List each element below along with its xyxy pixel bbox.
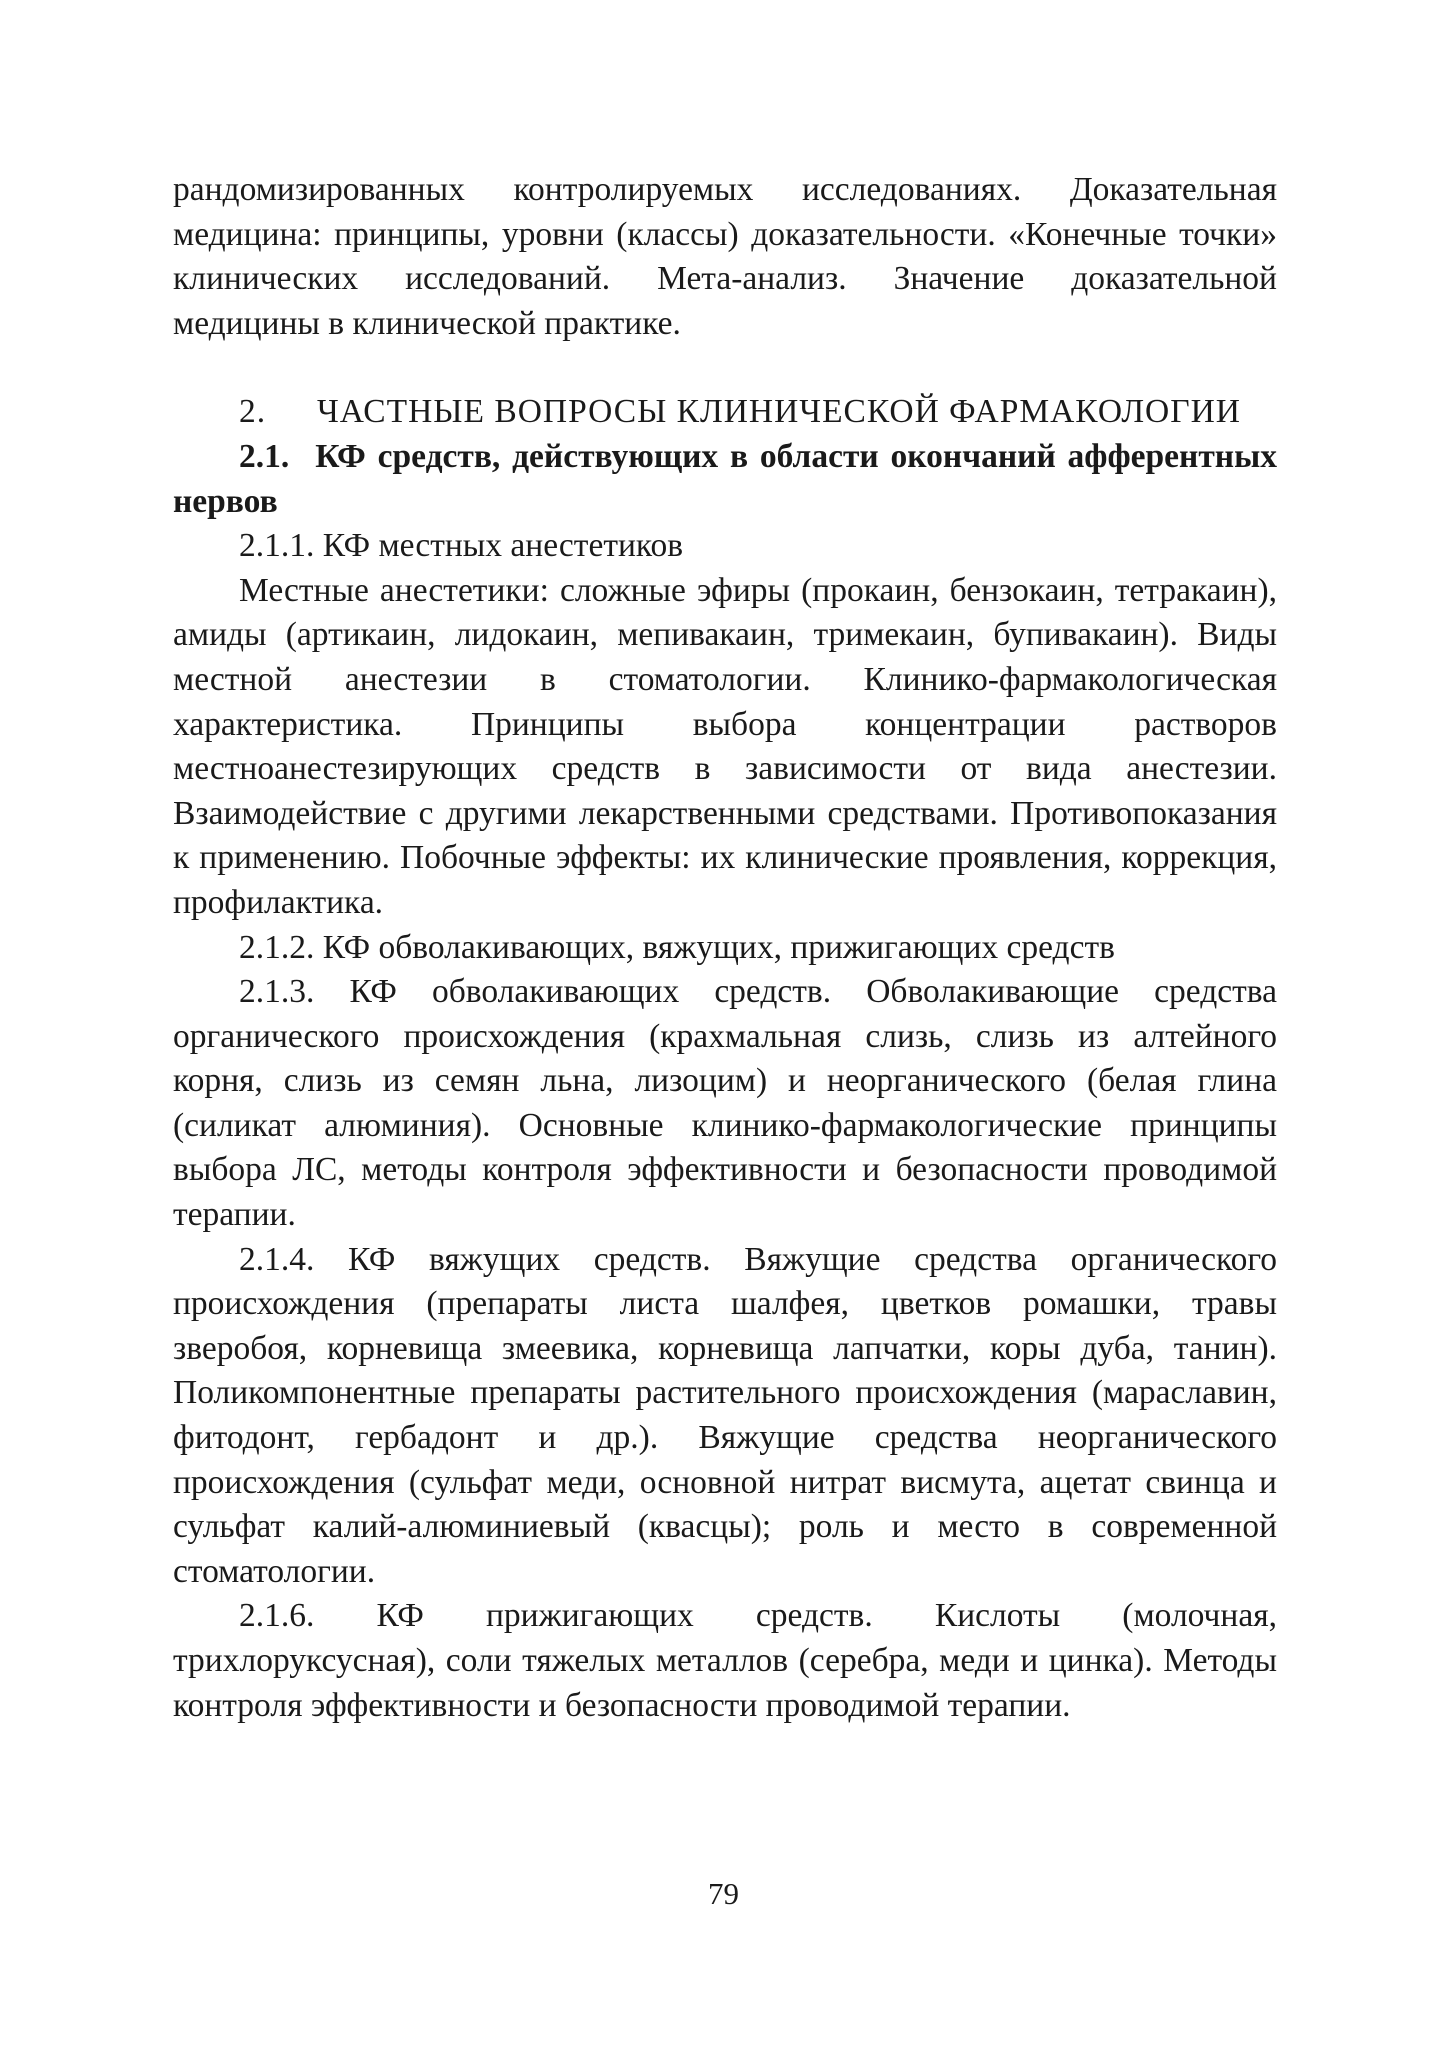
paragraph-2-1-3: 2.1.3. КФ обволакивающих средств. Обволакивающие средства органического происхождения (крахмальная слизь, слизь из алтейного корня, слизь из семян льна, лизоцим) и неорганического (белая глина (силикат алюминия). Основные клинико-фармакологические принципы выбора ЛС, методы контроля эффективности и безопасности проводимой терапии. (173, 973, 1277, 1234)
heading-2-1-2: 2.1.2. КФ обволакивающих, вяжущих, прижигающих средств (239, 928, 1115, 966)
section-number: 2. (239, 393, 267, 431)
paragraph-local-anesthetics: Местные анестетики: сложные эфиры (прокаин, бензокаин, тетракаин), амиды (артикаин, лидокаин, мепивакаин, тримекаин, бупивакаин). Виды местной анестезии в стоматологии. Клинико-фармакологическая характеристика. Принципы выбора концентрации растворов местноанестезирующих средств в зависимости от вида анестезии. Взаимодействие с другими лекарственными средствами. Противопоказания к применению. Побочные эффекты: их клинические проявления, коррекция, профилактика. (173, 571, 1277, 921)
section-heading (173, 390, 1277, 435)
subsection-number: 2.1. (239, 437, 290, 475)
subsection-title: КФ средств, действующих в области окончаний афферентных нервов (173, 437, 1277, 520)
intro-paragraph: рандомизированных контролируемых исследованиях. Доказательная медицина: принципы, уровни (классы) доказательности. «Конечные точки» клинических исследований. Мета-анализ. Значение доказательной медицины в клинической практике. (173, 171, 1277, 342)
page-content (173, 168, 1277, 1728)
subsection-heading (173, 435, 1277, 524)
heading-2-1-1: 2.1.1. КФ местных анестетиков (239, 527, 684, 565)
paragraph-2-1-6: 2.1.6. КФ прижигающих средств. Кислоты (молочная, трихлоруксусная), соли тяжелых металлов (серебра, меди и цинка). Методы контроля эффективности и безопасности проводимой терапии. (173, 1597, 1277, 1724)
section-title: ЧАСТНЫЕ ВОПРОСЫ КЛИНИЧЕСКОЙ ФАРМАКОЛОГИИ (317, 393, 1242, 431)
paragraph-2-1-4: 2.1.4. КФ вяжущих средств. Вяжущие средства органического происхождения (препараты листа шалфея, цветков ромашки, травы зверобоя, корневища змеевика, корневища лапчатки, коры дуба, танин). Поликомпонентные препараты растительного происхождения (мараславин, фитодонт, гербадонт и др.). Вяжущие средства неорганического происхождения (сульфат меди, основной нитрат висмута, ацетат свинца и сульфат калий-алюминиевый (квасцы); роль и место в современной стоматологии. (173, 1240, 1277, 1590)
page-number: 79 (708, 1876, 739, 1911)
